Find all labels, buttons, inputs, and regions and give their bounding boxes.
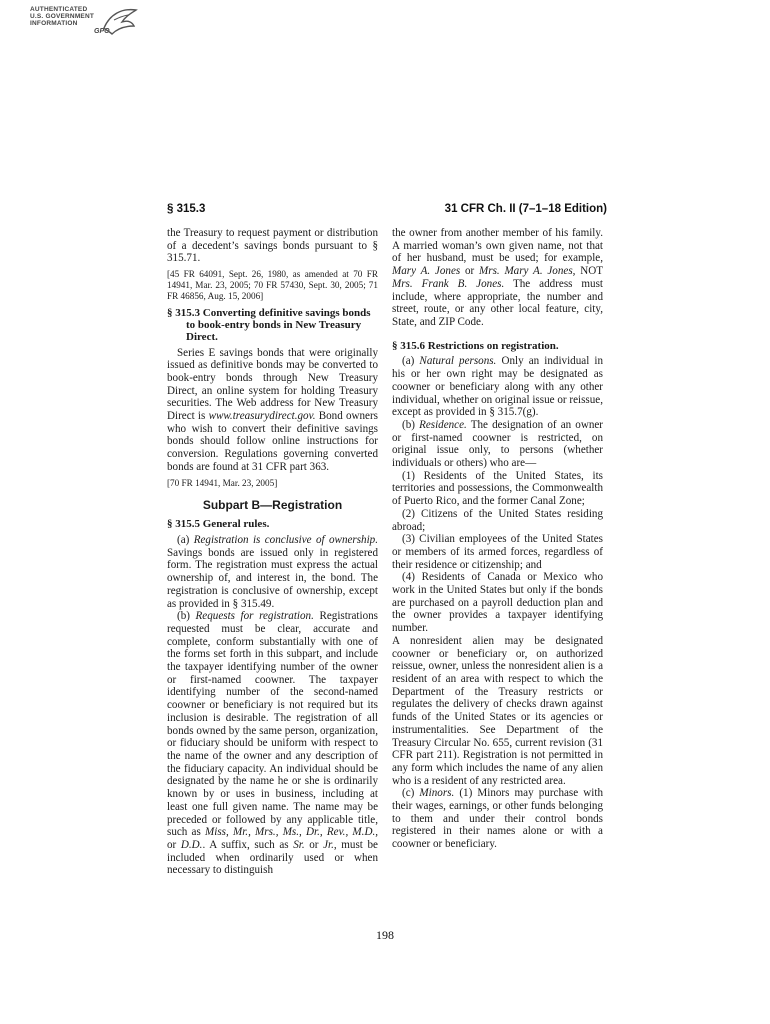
section-heading-315-5: § 315.5 General rules.: [167, 518, 270, 531]
list-item: (2) Citizens of the United States residing abroad;: [392, 507, 603, 533]
gpo-authentication-seal: [30, 6, 145, 46]
subpart-title: Subpart B—Registration: [202, 497, 343, 512]
paragraph: (a) Registration is conclusive of ownership. Savings bonds are issued only in registered form. The registration must express the actual ownership of, and interest in, the bond. The registration is conclusive of ownership, except as provided in § 315.49.: [167, 534, 378, 610]
seal-text: AUTHENTICATED U.S. GOVERNMENT INFORMATION: [30, 6, 95, 27]
paragraph: (b) Residence. The designation of an owner or first-named coowner is restricted, on original issue only, to persons (whether individuals or others) who are—: [392, 418, 604, 470]
paragraph: Series E savings bonds that were originally issued as definitive bonds may be converted to book-entry bonds through New Treasury Direct, an online system for holding Treasury securities. The Web address for New Treasury Direct is www.treasurydirect.gov. Bond owners who wish to convert their definitive savings bonds should follow online instructions for conversion. Regulations governing converted bonds are found at 31 CFR part 363.: [167, 346, 378, 473]
paragraph: (b) Requests for registration. Registrations requested must be clear, accurate and complete, conform substantially with one of the forms set forth in this subpart, and include the taxpayer identifying number of the owner or first-named coowner. The taxpayer identifying number of the second-named coowner or beneficiary is not required but its inclusion is desirable. The registration of all bonds owned by the same person, organization, or fiduciary should be uniform with respect to the name of the owner and any description of the fiduciary capacity. An individual should be designated by the name he or she is ordinarily known by or uses in business, including at least one full given name. The name may be preceded or followed by any applicable title, such as Miss, Mr., Mrs., Ms., Dr., Rev., M.D., or D.D.. A suffix, such as Sr. or Jr., must be included when ordinarily used or when necessary to distinguish: [167, 610, 379, 877]
paragraph: the owner from another member of his family. A married woman’s own given name, not that of her husband, must be used; for example, Mary A. Jones or Mrs. Mary A. Jones, NOT Mrs. Frank B. Jones. The address must include, where appropriate, the number and street, route, or any other local feature, city, State, and ZIP Code.: [392, 227, 604, 328]
left-column: [167, 227, 378, 877]
section-heading-315-3: § 315.3 Converting definitive savings bonds to book-entry bonds in New Treasury Direct.: [167, 307, 371, 343]
right-column: [392, 227, 603, 851]
edition-header: 31 CFR Ch. II (7–1–18 Edition): [444, 203, 607, 215]
page-number: 198: [376, 928, 394, 942]
citation: [70 FR 14941, Mar. 23, 2005]: [167, 477, 278, 488]
list-item: (4) Residents of Canada or Mexico who work in the United States but only if the bonds are purchased on a payroll deduction plan and the owner provides a taxpayer identifying number.: [392, 571, 603, 635]
citation: [45 FR 64091, Sept. 26, 1980, as amended at 70 FR 14941, Mar. 23, 2005; 70 FR 57430, Sept. 30, 2005; 71 FR 46856, Aug. 15, 2006]: [167, 269, 378, 302]
list-item: (3) Civilian employees of the United States or members of its armed forces, regardless of their residence or citizenship; and: [392, 533, 603, 571]
seal-gpo-label: GPO: [94, 28, 110, 35]
paragraph: A nonresident alien may be designated coowner or beneficiary or, on authorized reissue, owner, unless the nonresident alien is a resident of an area with respect to which the Department of the Treasury restricts or regulates the delivery of checks drawn against funds of the United States or its agencies or instrumentalities. See Department of the Treasury Circular No. 655, current revision (31 CFR part 211). Registration is not permitted in any form which includes the name of any alien who is a resident of any restricted area.: [392, 634, 603, 787]
paragraph: (a) Natural persons. Only an individual in his or her own right may be designated as coowner or beneficiary along with any other individual, whether on original issue or reissue, except as provided in § 315.7(g).: [392, 355, 604, 419]
list-item: (1) Residents of the United States, its territories and possessions, the Commonwealth of Puerto Rico, and the former Canal Zone;: [392, 469, 603, 508]
eagle-icon: [100, 6, 140, 40]
paragraph: (c) Minors. (1) Minors may purchase with their wages, earnings, or other funds belonging to them and under their control bonds registered in their names alone or with a coowner or beneficiary.: [392, 787, 603, 851]
section-header: § 315.3: [167, 203, 206, 215]
section-heading-315-6: § 315.6 Restrictions on registration.: [392, 339, 559, 352]
web-address: www.treasurydirect.gov.: [208, 410, 316, 423]
paragraph: the Treasury to request payment or distribution of a decedent’s savings bonds pursuant to § 315.71.: [167, 227, 378, 265]
